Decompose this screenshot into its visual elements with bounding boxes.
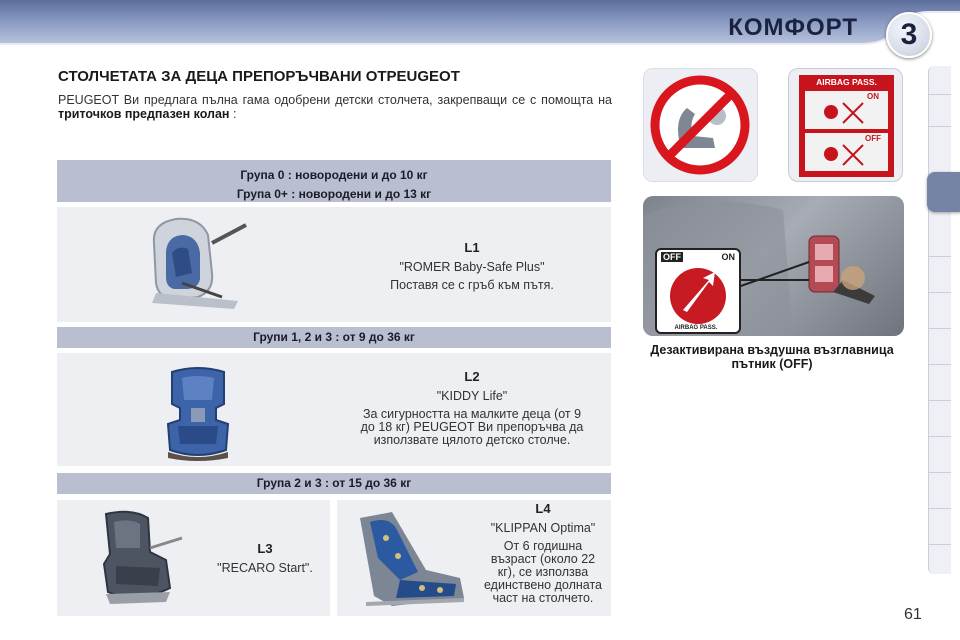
chapter-tab-active[interactable] — [927, 172, 960, 212]
airbag-label-on: ON — [867, 92, 879, 101]
group-1-line1: Групи 1, 2 и 3 : от 9 до 36 кг — [253, 330, 415, 344]
chapter-tab[interactable] — [929, 126, 951, 127]
child-seat-l2-image — [158, 364, 238, 462]
booster-seat-l3-image — [86, 508, 190, 612]
chapter-tab[interactable] — [929, 292, 951, 293]
seat-text-l4 — [474, 501, 612, 605]
group-0-line2: Група 0+ : новородени и до 13 кг — [236, 187, 432, 201]
chapter-tab-strip — [928, 66, 951, 574]
switch-bottom-label: AIRBAG PASS. — [674, 325, 718, 331]
seat-code-l1: L1 — [464, 240, 480, 255]
airbag-switch-closeup — [655, 248, 741, 334]
airbag-label-off: OFF — [865, 134, 881, 143]
group-bar-0 — [57, 160, 611, 202]
seat-name-l4: "KLIPPAN Optima" — [490, 521, 596, 535]
seat-text-l2 — [352, 369, 592, 447]
seat-note-l4: От 6 годишна възраст (около 22 кг), се използва единствено долната част на столчето. — [484, 539, 602, 605]
seat-text-l1 — [352, 240, 592, 292]
chapter-tab[interactable] — [929, 94, 951, 95]
booster-seat-l4-image — [352, 508, 470, 612]
seat-name-l2: "KIDDY Life" — [436, 389, 508, 403]
chapter-tab[interactable] — [929, 400, 951, 401]
chapter-tab[interactable] — [929, 436, 951, 437]
section-title: СТОЛЧЕТАТА ЗА ДЕЦА ПРЕПОРЪЧВАНИ ОТPEUGEOT — [58, 68, 460, 85]
seat-note-l2: За сигурността на малките деца (от 9 до 18 кг) PEUGEOT Ви препоръчва да използвате цялото детско столче. — [360, 407, 584, 447]
chapter-tab[interactable] — [929, 256, 951, 257]
switch-off-label: OFF — [663, 252, 681, 262]
chapter-tab[interactable] — [929, 364, 951, 365]
chapter-tab[interactable] — [929, 544, 951, 545]
intro-paragraph — [58, 93, 612, 121]
seat-text-l3 — [190, 541, 340, 575]
page-header — [0, 0, 960, 51]
seat-code-l3: L3 — [257, 541, 273, 556]
seat-note-l1: Поставя се с гръб към пътя. — [390, 278, 554, 292]
chapter-number-badge: 3 — [886, 12, 932, 58]
group-0-line1: Група 0 : новородени и до 10 кг — [240, 168, 428, 182]
group-2-line1: Група 2 и 3 : от 15 до 36 кг — [256, 476, 412, 490]
airbag-switch-dial — [657, 250, 739, 332]
switch-on-label: ON — [721, 252, 735, 262]
seat-name-l3: "RECARO Start". — [217, 561, 313, 575]
group-bar-1 — [57, 327, 611, 348]
rear-facing-seat-prohibition-sticker — [643, 68, 758, 182]
seat-code-l2: L2 — [464, 369, 480, 384]
airbag-label-title: AIRBAG PASS. — [816, 77, 877, 87]
airbag-status-label — [788, 68, 903, 182]
intro-bold-text: триточков предпазен колан — [58, 107, 230, 121]
chapter-tab[interactable] — [929, 508, 951, 509]
group-bar-2 — [57, 473, 611, 494]
airbag-switch-photo — [643, 196, 904, 336]
seat-code-l4: L4 — [535, 501, 551, 516]
seat-name-l1: "ROMER Baby-Safe Plus" — [399, 260, 545, 274]
intro-text: PEUGEOT Ви предлага пълна гама одобрени детски столчета, закрепващи се с помощта на — [58, 93, 612, 107]
airbag-caption: Дезактивирана въздушна възглавница пътник (OFF) — [650, 343, 894, 371]
chapter-tab[interactable] — [929, 472, 951, 473]
page-number: 61 — [904, 606, 922, 623]
baby-seat-l1-image — [142, 213, 252, 313]
intro-end: : — [229, 107, 237, 121]
chapter-title: КОМФОРТ — [728, 14, 858, 41]
chapter-tab[interactable] — [929, 328, 951, 329]
